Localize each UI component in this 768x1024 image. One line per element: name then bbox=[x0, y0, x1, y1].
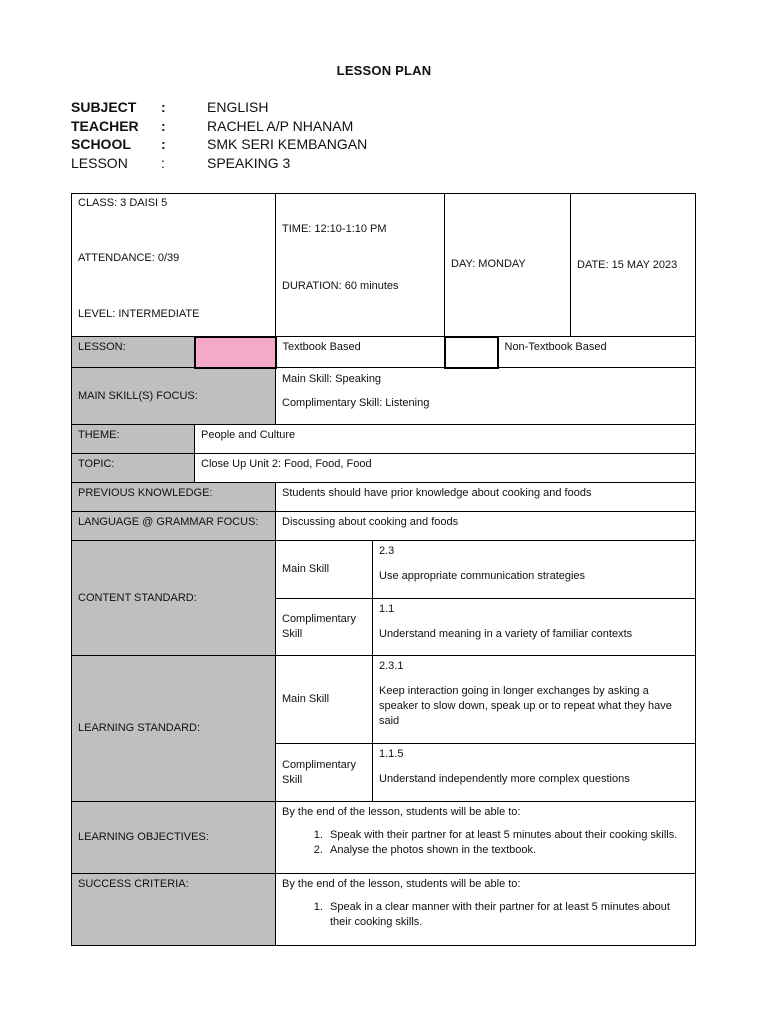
content-standard-label: CONTENT STANDARD: bbox=[72, 541, 276, 656]
language-focus-row bbox=[72, 512, 696, 541]
date-cell: DATE: 15 MAY 2023 bbox=[571, 194, 696, 337]
lesson-line bbox=[71, 155, 491, 174]
previous-knowledge-value: Students should have prior knowledge about cooking and foods bbox=[276, 483, 696, 512]
content-main-skill-cell bbox=[373, 541, 696, 599]
success-criteria-list bbox=[282, 900, 689, 930]
success-criteria-label: SUCCESS CRITERIA: bbox=[72, 874, 276, 946]
teacher-line bbox=[71, 118, 491, 137]
main-skills-row bbox=[72, 368, 696, 425]
time-text: TIME: 12:10-1:10 PM bbox=[282, 223, 387, 235]
teacher-colon: : bbox=[161, 118, 166, 134]
class-cell bbox=[72, 194, 276, 337]
learning-comp-skill-label: Complimentary Skill bbox=[276, 744, 373, 802]
content-comp-text: Understand meaning in a variety of familiar contexts bbox=[379, 627, 633, 640]
main-skills-label: MAIN SKILL(S) FOCUS: bbox=[72, 368, 276, 425]
learning-main-skill-label: Main Skill bbox=[276, 656, 373, 744]
previous-knowledge-row bbox=[72, 483, 696, 512]
main-skill-text: Main Skill: Speaking bbox=[282, 372, 382, 385]
learning-comp-skill-cell bbox=[373, 744, 696, 802]
lesson-colon: : bbox=[161, 155, 165, 171]
subject-colon: : bbox=[161, 99, 166, 115]
textbook-option-label: Textbook Based bbox=[276, 337, 445, 368]
page-title: LESSON PLAN bbox=[336, 63, 432, 78]
lesson-plan-table bbox=[71, 193, 696, 946]
topic-label: TOPIC: bbox=[72, 454, 195, 483]
theme-label: THEME: bbox=[72, 425, 195, 454]
learning-objectives-intro: By the end of the lesson, students will be able to: bbox=[282, 806, 521, 818]
content-standard-main-row bbox=[72, 541, 696, 599]
learning-standard-main-row bbox=[72, 656, 696, 744]
subject-value: ENGLISH bbox=[207, 99, 269, 115]
class-text: CLASS: 3 DAISI 5 bbox=[78, 197, 168, 209]
learning-main-skill-cell bbox=[373, 656, 696, 744]
non-textbook-option-label: Non-Textbook Based bbox=[498, 337, 696, 368]
school-value: SMK SERI KEMBANGAN bbox=[207, 136, 368, 152]
day-cell: DAY: MONDAY bbox=[445, 194, 571, 337]
level-text: LEVEL: INTERMEDIATE bbox=[78, 308, 200, 320]
learning-objectives-list bbox=[282, 828, 689, 858]
learning-comp-text: Understand independently more complex questions bbox=[379, 772, 630, 785]
attendance-text: ATTENDANCE: 0/39 bbox=[78, 252, 180, 264]
language-focus-label: LANGUAGE @ GRAMMAR FOCUS: bbox=[72, 512, 276, 541]
info-row bbox=[72, 194, 696, 337]
school-label: SCHOOL bbox=[71, 136, 131, 152]
subject-line bbox=[71, 99, 491, 118]
learning-standard-label: LEARNING STANDARD: bbox=[72, 656, 276, 802]
learning-objectives-row bbox=[72, 802, 696, 874]
school-line bbox=[71, 136, 491, 155]
time-cell bbox=[276, 194, 445, 337]
content-comp-skill-cell bbox=[373, 599, 696, 656]
content-main-code: 2.3 bbox=[379, 545, 395, 557]
content-comp-skill-label: Complimentary Skill bbox=[276, 599, 373, 656]
previous-knowledge-label: PREVIOUS KNOWLEDGE: bbox=[72, 483, 276, 512]
learning-comp-code: 1.1.5 bbox=[379, 748, 404, 760]
content-comp-code: 1.1 bbox=[379, 603, 395, 615]
complimentary-skill-text: Complimentary Skill: Listening bbox=[282, 397, 430, 410]
success-criteria-cell bbox=[276, 874, 696, 946]
content-main-text: Use appropriate communication strategies bbox=[379, 569, 586, 582]
learning-main-text: Keep interaction going in longer exchanges by asking a speaker to slow down, speak up or to repeat what they have said bbox=[379, 684, 672, 727]
lesson-type-label: LESSON: bbox=[72, 337, 195, 368]
school-colon: : bbox=[161, 136, 166, 152]
list-item: 1. Speak in a clear manner with their partner for at least 5 minutes about their cooking skills. bbox=[326, 900, 689, 930]
teacher-value: RACHEL A/P NHANAM bbox=[207, 118, 354, 134]
learning-objectives-label: LEARNING OBJECTIVES: bbox=[72, 802, 276, 874]
success-criteria-intro: By the end of the lesson, students will be able to: bbox=[282, 878, 521, 890]
subject-label: SUBJECT bbox=[71, 99, 137, 115]
learning-objectives-cell bbox=[276, 802, 696, 874]
duration-text: DURATION: 60 minutes bbox=[282, 280, 399, 292]
list-item: 1. Speak with their partner for at least 5 minutes about their cooking skills. bbox=[326, 828, 689, 843]
theme-row bbox=[72, 425, 696, 454]
non-textbook-checkbox bbox=[445, 337, 498, 368]
topic-value: Close Up Unit 2: Food, Food, Food bbox=[195, 454, 696, 483]
lesson-label: LESSON bbox=[71, 155, 128, 171]
language-focus-value: Discussing about cooking and foods bbox=[276, 512, 696, 541]
lesson-type-row bbox=[72, 337, 696, 368]
textbook-checkbox bbox=[195, 337, 276, 368]
success-criteria-row bbox=[72, 874, 696, 946]
topic-row bbox=[72, 454, 696, 483]
lesson-value: SPEAKING 3 bbox=[207, 155, 291, 171]
list-item: 2. Analyse the photos shown in the textbook. bbox=[326, 843, 689, 858]
content-main-skill-label: Main Skill bbox=[276, 541, 373, 599]
theme-value: People and Culture bbox=[195, 425, 696, 454]
learning-main-code: 2.3.1 bbox=[379, 660, 404, 672]
main-skills-cell bbox=[276, 368, 696, 425]
teacher-label: TEACHER bbox=[71, 118, 139, 134]
